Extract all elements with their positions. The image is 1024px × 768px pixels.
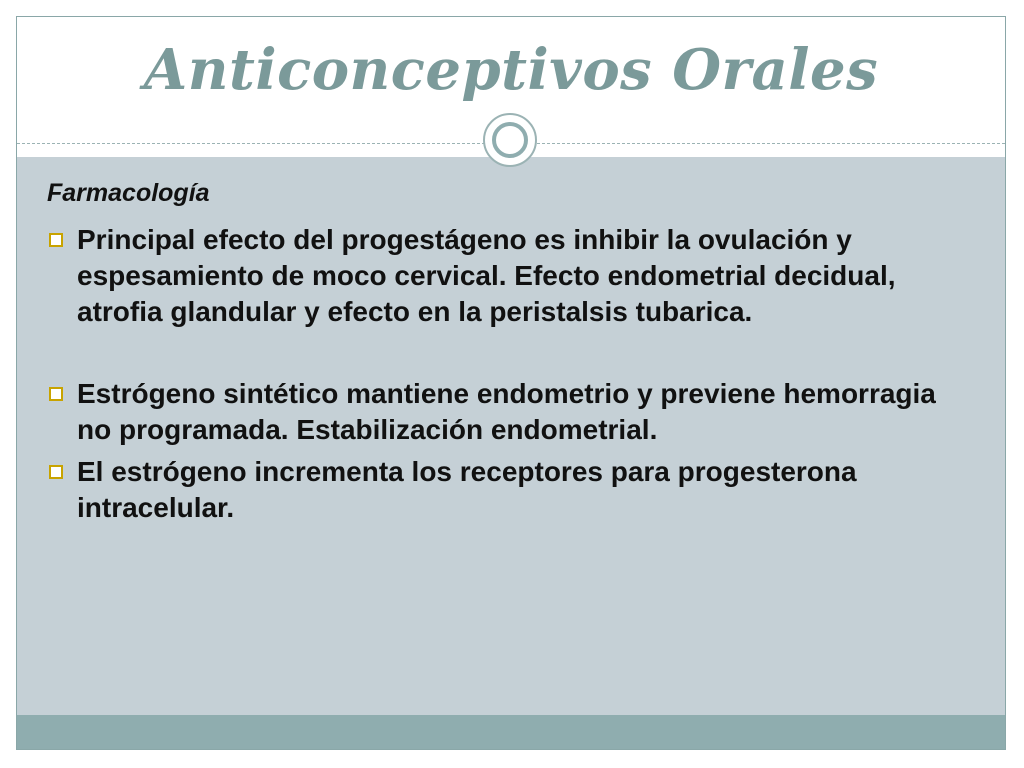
emblem-ring	[492, 122, 528, 158]
section-heading: Farmacología	[47, 179, 210, 207]
circle-emblem-icon	[483, 113, 537, 167]
square-bullet-icon	[49, 233, 63, 247]
slide-title: Anticonceptivos Orales	[143, 37, 879, 103]
square-bullet-icon	[49, 465, 63, 479]
bullet-item	[47, 454, 945, 526]
slide	[16, 16, 1006, 750]
bullet-text: El estrógeno incrementa los receptores para progesterona intracelular.	[77, 456, 857, 523]
bullet-text: Estrógeno sintético mantiene endometrio y previene hemorragia no programada. Estabilización endometrial.	[77, 378, 936, 445]
square-bullet-icon	[49, 387, 63, 401]
footer-bar	[17, 715, 1005, 749]
spacer	[47, 330, 945, 376]
bullet-item	[47, 376, 945, 448]
bullet-item	[47, 222, 945, 330]
bullet-text: Principal efecto del progestágeno es inhibir la ovulación y espesamiento de moco cervical. Efecto endometrial decidual, atrofia glandular y efecto en la peristalsis tubarica.	[77, 224, 896, 327]
slide-content	[47, 179, 945, 526]
